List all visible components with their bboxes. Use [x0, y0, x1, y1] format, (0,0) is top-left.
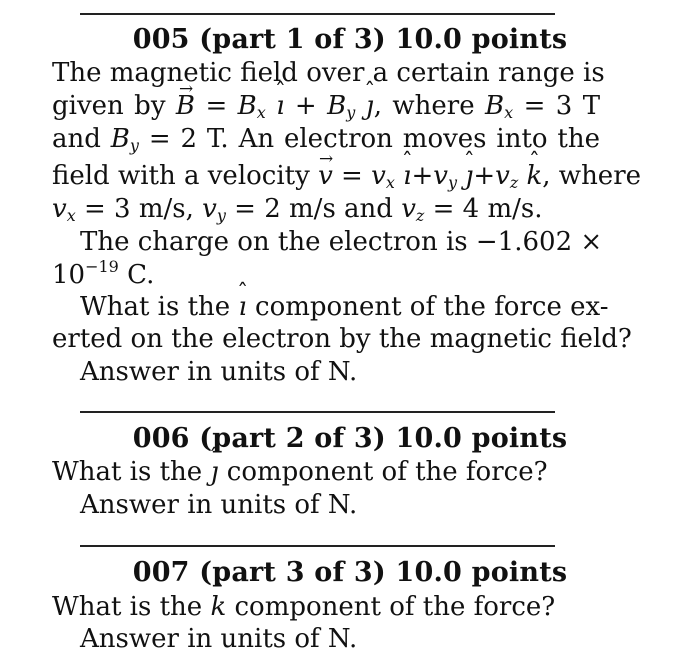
- problem-005-line-5: $v_x = 3$ m/s, $v_y = 2$ m/s and $v_z = 4$ m/s.: [52, 194, 543, 225]
- problem-005-line-6: The charge on the electron is −1.602 ×: [80, 227, 603, 257]
- divider-rule-1: [80, 411, 555, 413]
- problem-005-line-7: $10^{-19}$ C.: [52, 257, 155, 290]
- problem-005-line-1: The magnetic field over a certain range is: [52, 58, 605, 88]
- vector-B: → B: [176, 90, 195, 122]
- problem-006-header: 006 (part 2 of 3) 10.0 points: [132, 423, 568, 454]
- problem-005-line-3: and $B_y = 2$ T. An electron moves into the: [52, 124, 601, 155]
- problem-007-header: 007 (part 3 of 3) 10.0 points: [132, 557, 568, 588]
- problem-005-answer-units: Answer in units of N.: [80, 357, 358, 387]
- problem-007-question: What is the ˆ k component of the force?: [52, 591, 600, 623]
- unit-vector-i: ˆ ı: [276, 90, 284, 122]
- top-rule: [80, 13, 555, 15]
- problem-005-line-4: field with a velocity → $v = v_x$ ˆ $ı+v_y$ ˆ $ȷ+v_z$ ˆ k, where: [52, 160, 600, 192]
- problem-005-header: 005 (part 1 of 3) 10.0 points: [132, 24, 568, 55]
- unit-vector-k: ˆ k: [527, 160, 543, 192]
- problem-005-line-2: given by → $B = B_x$ ˆ ı + $B_y$ ˆ ȷ, where $B_x = 3$ T: [52, 90, 600, 122]
- problem-005-question-line-1: What is the ˆ ı component of the force ex-: [80, 291, 600, 323]
- vector-v: → v: [318, 160, 333, 192]
- unit-vector-j: ˆ ȷ: [366, 90, 374, 122]
- problem-006-answer-units: Answer in units of N.: [80, 490, 358, 520]
- problem-006-question: What is the ˆ ȷ component of the force?: [52, 456, 600, 488]
- problem-007-answer-units: Answer in units of N.: [80, 624, 358, 654]
- problem-005-question-line-2: erted on the electron by the magnetic field?: [52, 324, 632, 354]
- divider-rule-2: [80, 545, 555, 547]
